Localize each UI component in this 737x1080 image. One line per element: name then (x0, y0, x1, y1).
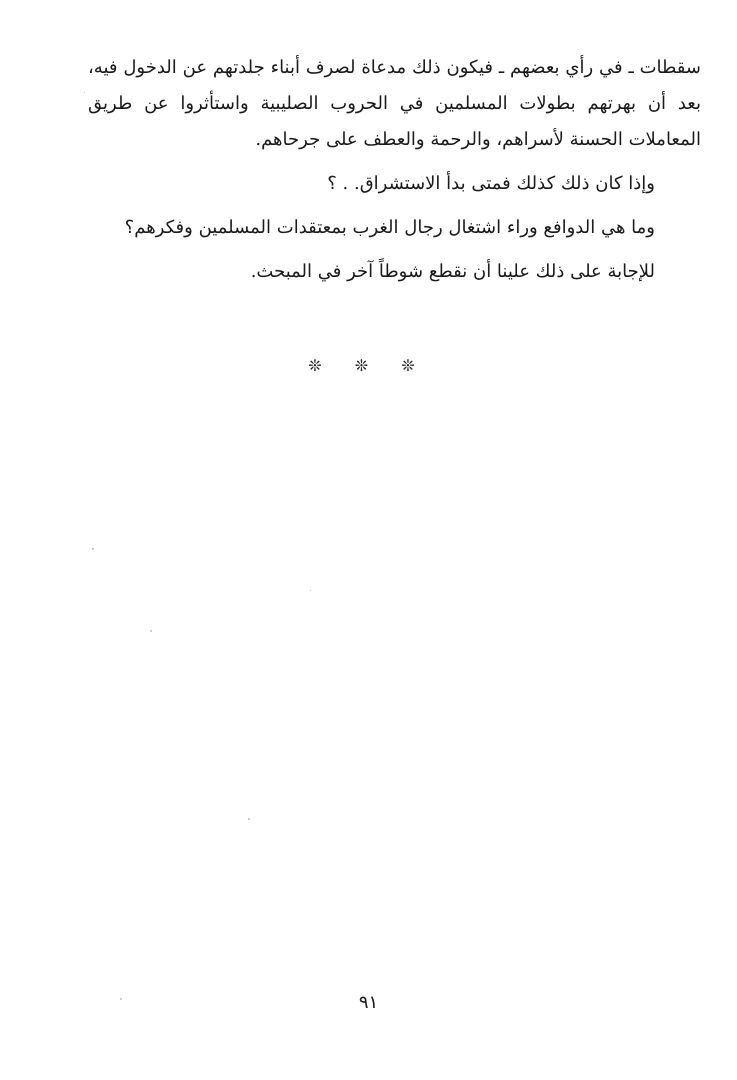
page-number: ٩١ (358, 992, 379, 1013)
scan-speck (248, 818, 250, 820)
scan-speck (92, 548, 94, 550)
paragraph-1: سقطات ـ في رأي بعضهم ـ فيكون ذلك مدعاة لصرف أبناء جلدتهم عن الدخول فيه، بعد أن بهرتهم بطولات المسلمين في الحروب الصليبية واستأثروا عن طريق المعاملات الحسنة لأسراهم، والرحمة والعطف على جرحاهم. (88, 57, 701, 150)
scan-speck (150, 630, 152, 632)
paragraph-3: وما هي الدوافع وراء اشتغال رجال الغرب بمعتقدات المسلمين وفكرهم؟ (124, 217, 655, 238)
paragraph-2: وإذا كان ذلك كذلك فمتى بدأ الاستشراق. . ؟ (327, 173, 655, 194)
scan-speck (84, 92, 85, 93)
scan-speck (310, 590, 311, 591)
body-text (88, 50, 701, 290)
scan-speck (120, 998, 122, 1000)
paragraph-4: للإجابة على ذلك علينا أن نقطع شوطاً آخر في المبحث. (250, 261, 655, 282)
section-separator: ❊ ❊ ❊ (308, 356, 429, 375)
